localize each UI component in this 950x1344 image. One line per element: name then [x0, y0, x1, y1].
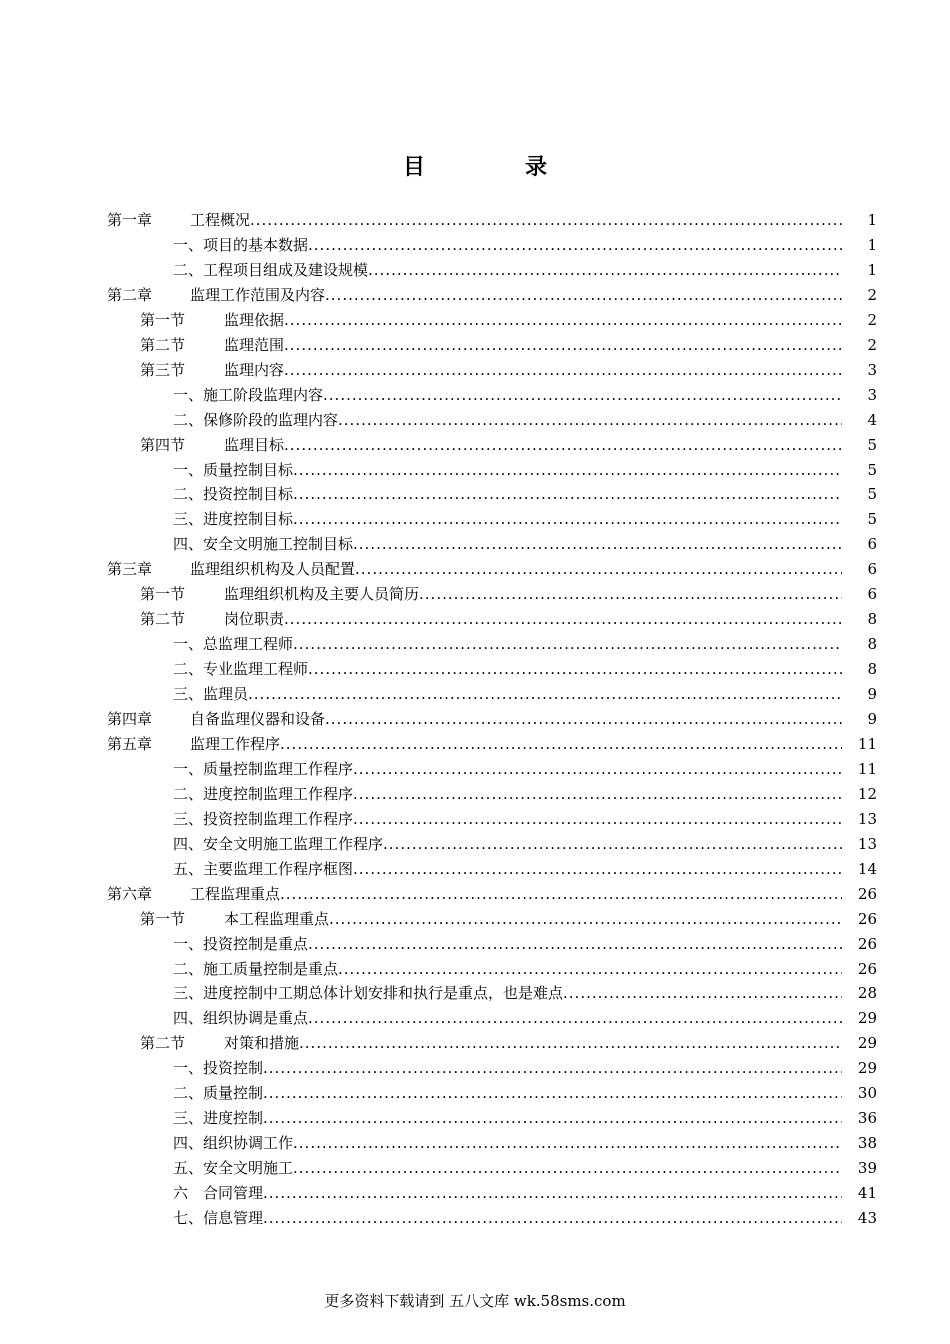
- toc-prefix: 第二章: [107, 285, 153, 304]
- toc-page-number: 28: [857, 984, 877, 1003]
- toc-row[interactable]: [0, 957, 950, 982]
- toc-row[interactable]: [0, 283, 950, 308]
- toc-page-number: 2: [867, 310, 877, 329]
- toc-page-number: 2: [867, 335, 877, 354]
- toc-page-number: 3: [867, 385, 877, 404]
- toc-prefix: 第五章: [107, 734, 153, 753]
- toc-prefix: 第一节: [140, 909, 186, 928]
- toc-leader-dots: [248, 682, 842, 707]
- toc-prefix: 第四节: [140, 435, 186, 454]
- toc-label: 二、工程项目组成及建设规模: [173, 260, 369, 279]
- toc-label: 监理依据: [224, 310, 285, 329]
- toc-leader-dots: [293, 632, 842, 657]
- toc-prefix: 第三章: [107, 560, 153, 579]
- toc-label: 监理内容: [224, 360, 285, 379]
- toc-row[interactable]: [0, 857, 950, 882]
- toc-row[interactable]: [0, 732, 950, 757]
- toc-label: 监理目标: [224, 435, 285, 454]
- toc-page-number: 4: [867, 410, 877, 429]
- toc-page-number: 41: [857, 1184, 877, 1203]
- toc-page-number: 11: [857, 734, 877, 753]
- toc-label: 监理组织机构及主要人员简历: [224, 585, 420, 604]
- toc-prefix: 第一节: [140, 585, 186, 604]
- toc-label: 六 合同管理: [173, 1184, 264, 1203]
- toc-leader-dots: [353, 857, 842, 882]
- toc-row[interactable]: [0, 1006, 950, 1031]
- toc-page-number: 43: [857, 1209, 877, 1227]
- toc-row[interactable]: [0, 358, 950, 383]
- toc-label: 五、安全文明施工: [173, 1159, 294, 1178]
- toc-label: 三、进度控制目标: [173, 510, 294, 529]
- page-title: [0, 150, 950, 181]
- toc-page-number: 8: [867, 635, 877, 654]
- toc-page-number: 11: [857, 759, 877, 778]
- toc-leader-dots: [250, 208, 842, 233]
- toc-label: 三、进度控制中工期总体计划安排和执行是重点，也是难点: [173, 984, 564, 1003]
- toc-prefix: 第二节: [140, 610, 186, 629]
- toc-leader-dots: [368, 258, 842, 283]
- toc-label: 工程概况: [190, 211, 251, 229]
- toc-page-number: 29: [857, 1009, 877, 1028]
- toc-prefix: 第六章: [107, 884, 153, 903]
- toc-row[interactable]: [0, 882, 950, 907]
- toc-row[interactable]: [0, 482, 950, 507]
- toc-page-number: 14: [857, 859, 877, 878]
- toc-row[interactable]: [0, 1181, 950, 1206]
- toc-page-number: 26: [857, 959, 877, 978]
- toc-leader-dots: [383, 832, 842, 857]
- toc-leader-dots: [263, 1181, 842, 1206]
- toc-prefix: 第四章: [107, 710, 153, 728]
- toc-row[interactable]: [0, 981, 950, 1006]
- footer-note: 更多资料下载请到 五八文库 wk.58sms.com: [324, 1292, 626, 1310]
- toc-leader-dots: [284, 433, 842, 458]
- toc-leader-dots: [329, 907, 842, 932]
- toc-prefix: 第二节: [140, 1034, 186, 1053]
- toc-leader-dots: [293, 458, 842, 483]
- toc-leader-dots: [419, 582, 842, 607]
- toc-label: 一、质量控制监理工作程序: [173, 759, 354, 778]
- toc-leader-dots: [355, 557, 842, 582]
- toc-leader-dots: [284, 607, 842, 632]
- toc-row[interactable]: [0, 682, 950, 707]
- toc-row[interactable]: [0, 1081, 950, 1106]
- toc-row[interactable]: [0, 258, 950, 283]
- toc-leader-dots: [293, 482, 842, 507]
- toc-leader-dots: [353, 807, 842, 832]
- toc-row[interactable]: [0, 1031, 950, 1056]
- toc-label: 一、总监理工程师: [173, 635, 294, 654]
- toc-leader-dots: [308, 1006, 842, 1031]
- toc-label: 本工程监理重点: [224, 909, 330, 928]
- toc-page-number: 8: [867, 660, 877, 679]
- toc-leader-dots: [293, 507, 842, 532]
- toc-label: 三、监理员: [173, 685, 249, 704]
- toc-leader-dots: [353, 532, 842, 557]
- toc-label: 监理范围: [224, 335, 285, 354]
- toc-row[interactable]: [0, 932, 950, 957]
- toc-page-number: 5: [867, 485, 877, 504]
- toc-label: 二、专业监理工程师: [173, 660, 309, 679]
- toc-label: 监理组织机构及人员配置: [190, 560, 356, 579]
- toc-label: 监理工作程序: [190, 734, 281, 753]
- toc-page-number: 3: [867, 360, 877, 379]
- toc-row[interactable]: [0, 657, 950, 682]
- toc-row[interactable]: [0, 233, 950, 258]
- toc-page-number: 1: [867, 211, 877, 229]
- toc-leader-dots: [263, 1106, 842, 1131]
- toc-leader-dots: [308, 233, 842, 258]
- toc-row[interactable]: [0, 507, 950, 532]
- toc-label: 二、进度控制监理工作程序: [173, 784, 354, 803]
- toc-page-number: 5: [867, 510, 877, 529]
- toc-prefix: 第三节: [140, 360, 186, 379]
- toc-page-number: 1: [867, 260, 877, 279]
- toc-row[interactable]: [0, 807, 950, 832]
- toc-leader-dots: [280, 882, 842, 907]
- toc-row[interactable]: [0, 707, 950, 732]
- toc-page-number: 13: [857, 809, 877, 828]
- toc-label: 七、信息管理: [173, 1209, 264, 1227]
- toc-leader-dots: [308, 657, 842, 682]
- toc-leader-dots: [284, 308, 842, 333]
- toc-row[interactable]: [0, 632, 950, 657]
- toc-page-number: 2: [867, 285, 877, 304]
- toc-page-number: 6: [867, 535, 877, 554]
- toc-row[interactable]: [0, 1106, 950, 1131]
- toc-row[interactable]: [0, 907, 950, 932]
- toc-leader-dots: [284, 358, 842, 383]
- toc-label: 四、组织协调工作: [173, 1134, 294, 1153]
- toc-page-number: 39: [857, 1159, 877, 1178]
- toc-leader-dots: [263, 1081, 842, 1106]
- toc-page-number: 8: [867, 610, 877, 629]
- toc-prefix: 第一节: [140, 310, 186, 329]
- toc-label: 二、施工质量控制是重点: [173, 959, 339, 978]
- toc-leader-dots: [280, 732, 842, 757]
- toc-leader-dots: [263, 1056, 842, 1081]
- toc-label: 一、质量控制目标: [173, 460, 294, 479]
- toc-label: 一、投资控制: [173, 1059, 264, 1078]
- toc-row[interactable]: [0, 1156, 950, 1181]
- toc-label: 三、投资控制监理工作程序: [173, 809, 354, 828]
- toc-label: 二、质量控制: [173, 1084, 264, 1103]
- toc-page-number: 9: [867, 685, 877, 704]
- toc-page-number: 6: [867, 560, 877, 579]
- toc-row[interactable]: [0, 582, 950, 607]
- toc-label: 一、施工阶段监理内容: [173, 385, 324, 404]
- toc-page-number: 29: [857, 1059, 877, 1078]
- toc-label: 五、主要监理工作程序框图: [173, 859, 354, 878]
- toc-page-number: 29: [857, 1034, 877, 1053]
- toc-row[interactable]: [0, 1206, 950, 1231]
- toc-label: 监理工作范围及内容: [190, 285, 326, 304]
- toc-page-number: 36: [857, 1109, 877, 1128]
- toc-label: 岗位职责: [224, 610, 285, 629]
- toc-row[interactable]: [0, 1056, 950, 1081]
- toc-label: 自备监理仪器和设备: [190, 710, 326, 728]
- toc-prefix: 第二节: [140, 335, 186, 354]
- toc-label: 工程监理重点: [190, 884, 281, 903]
- toc-row[interactable]: [0, 308, 950, 333]
- toc-row[interactable]: [0, 433, 950, 458]
- toc-page-number: 13: [857, 834, 877, 853]
- toc-leader-dots: [353, 782, 842, 807]
- toc-page-number: 5: [867, 435, 877, 454]
- toc-leader-dots: [308, 932, 842, 957]
- toc-label: 四、组织协调是重点: [173, 1009, 309, 1028]
- toc-label: 三、进度控制: [173, 1109, 264, 1128]
- toc-label: 一、投资控制是重点: [173, 934, 309, 953]
- toc-leader-dots: [299, 1031, 842, 1056]
- toc-leader-dots: [293, 1131, 842, 1156]
- toc-label: 二、保修阶段的监理内容: [173, 410, 339, 429]
- toc-leader-dots: [263, 1206, 842, 1231]
- toc-page-number: 38: [857, 1134, 877, 1153]
- toc-leader-dots: [338, 408, 842, 433]
- title-char-2: 录: [525, 154, 548, 180]
- toc-page-number: 12: [857, 784, 877, 803]
- toc-page-number: 9: [867, 710, 877, 728]
- toc-label: 四、安全文明施工控制目标: [173, 535, 354, 554]
- toc-page-number: 26: [857, 909, 877, 928]
- toc-row[interactable]: [0, 458, 950, 483]
- toc-row[interactable]: [0, 383, 950, 408]
- toc-leader-dots: [353, 757, 842, 782]
- toc-label: 对策和措施: [224, 1034, 300, 1053]
- toc-leader-dots: [563, 981, 842, 1006]
- toc-label: 四、安全文明施工监理工作程序: [173, 834, 384, 853]
- toc-leader-dots: [325, 283, 842, 308]
- toc-row[interactable]: [0, 333, 950, 358]
- toc-page-number: 26: [857, 934, 877, 953]
- toc-label: 二、投资控制目标: [173, 485, 294, 504]
- toc-row[interactable]: [0, 408, 950, 433]
- toc-label: 一、项目的基本数据: [173, 235, 309, 254]
- toc-leader-dots: [293, 1156, 842, 1181]
- toc-leader-dots: [284, 333, 842, 358]
- toc-row[interactable]: [0, 557, 950, 582]
- toc-page-number: 6: [867, 585, 877, 604]
- toc-page-number: 26: [857, 884, 877, 903]
- toc-page-number: 5: [867, 460, 877, 479]
- toc-row[interactable]: [0, 832, 950, 857]
- title-char-1: 目: [402, 154, 425, 180]
- toc-row[interactable]: [0, 782, 950, 807]
- toc-row[interactable]: [0, 532, 950, 557]
- toc-leader-dots: [338, 957, 842, 982]
- toc-row[interactable]: [0, 757, 950, 782]
- toc-leader-dots: [323, 383, 842, 408]
- toc-row[interactable]: [0, 607, 950, 632]
- toc-row[interactable]: [0, 208, 950, 233]
- toc-prefix: 第一章: [107, 211, 153, 229]
- toc-page-number: 30: [857, 1084, 877, 1103]
- toc-page-number: 1: [867, 235, 877, 254]
- toc-leader-dots: [325, 707, 842, 732]
- toc-row[interactable]: [0, 1131, 950, 1156]
